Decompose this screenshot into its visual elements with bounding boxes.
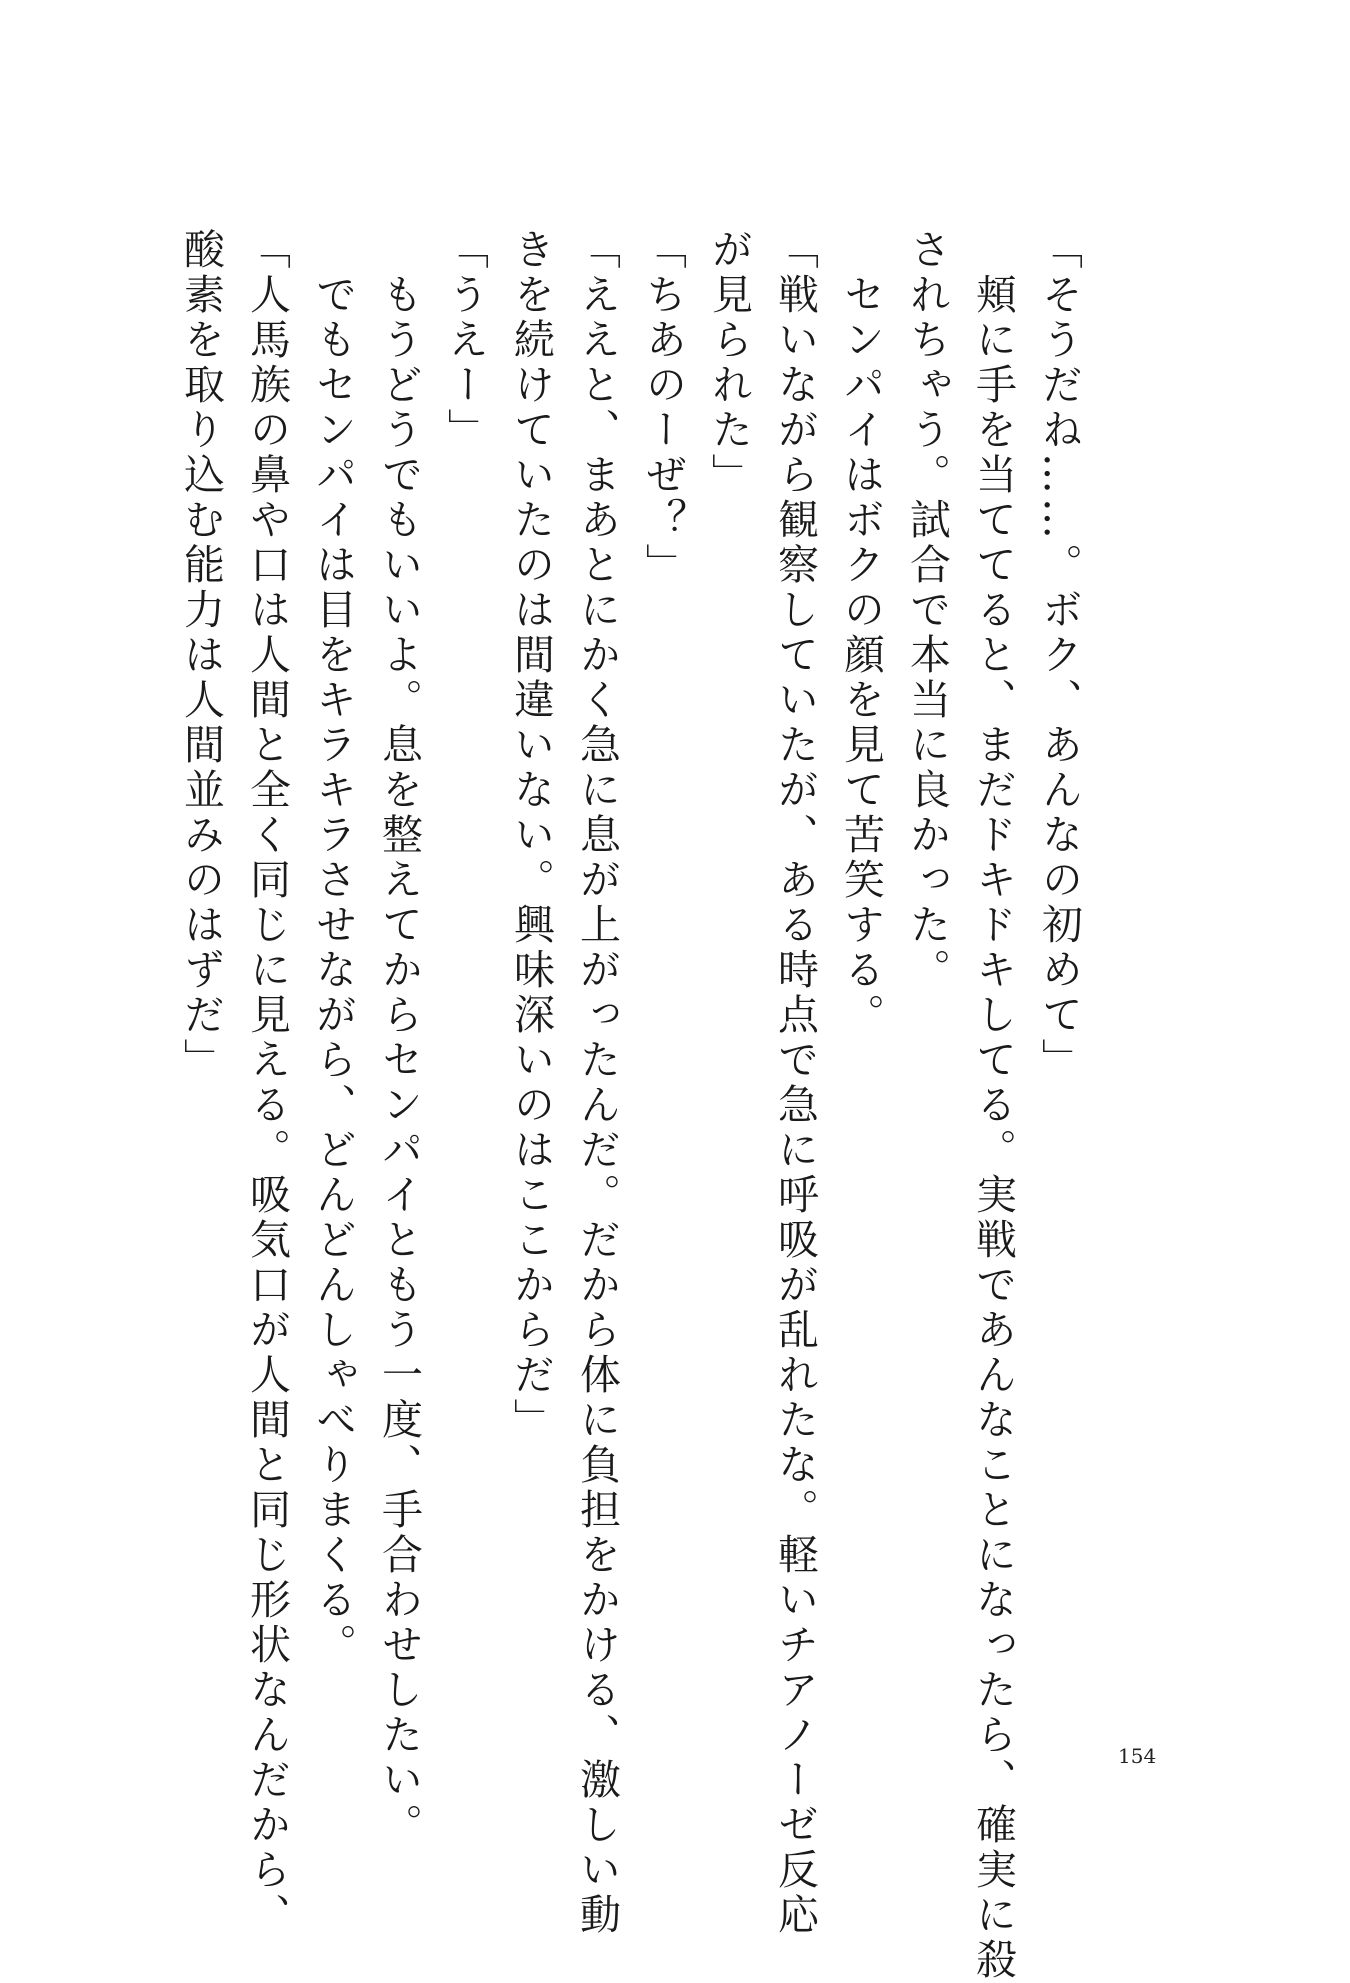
text-line: 「ええと、まあとにかく急に息が上がったんだ。だから体に負担をかける、激しい動 (573, 228, 621, 1938)
text-line: 酸素を取り込む能力は人間並みのはずだ」 (177, 228, 225, 1083)
text-line: 「人馬族の鼻や口は人間と全く同じに見える。吸気口が人間と同じ形状なんだから、 (243, 228, 291, 1938)
text-line: 「そうだね……。ボク、あんなの初めて」 (1035, 228, 1083, 1083)
text-line: 「戦いながら観察していたが、ある時点で急に呼吸が乱れたな。軽いチアノーゼ反応 (771, 228, 819, 1938)
text-line: されちゃう。試合で本当に良かった。 (903, 228, 951, 993)
text-line: でもセンパイは目をキラキラさせながら、どんどんしゃべりまくる。 (309, 228, 357, 1668)
text-line: 「うえー」 (441, 228, 489, 453)
page-number: 154 (1118, 1744, 1157, 1768)
text-line: 頬に手を当ててると、まだドキドキしてる。実戦であんなことになったら、確実に殺 (969, 228, 1017, 1983)
text-line: センパイはボクの顔を見て苦笑する。 (837, 228, 885, 1038)
text-line: が見られた」 (705, 228, 753, 498)
text-line: 「ちあのーぜ？」 (639, 228, 687, 588)
vertical-text-body (177, 228, 1092, 1983)
text-line: きを続けていたのは間違いない。興味深いのはここからだ」 (507, 228, 555, 1443)
text-line: もうどうでもいいよ。息を整えてからセンパイともう一度、手合わせしたい。 (375, 228, 423, 1848)
